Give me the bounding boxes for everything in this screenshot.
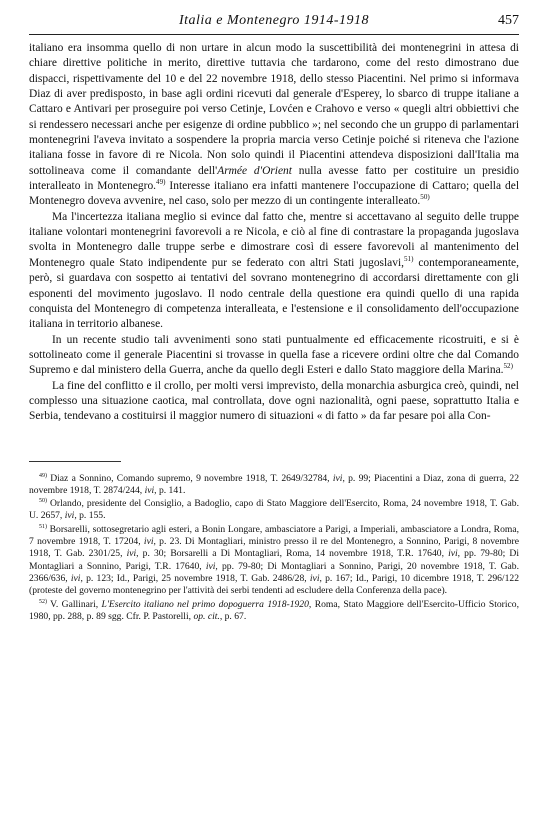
footnote-text: , p. 155. xyxy=(74,510,106,522)
text-run: Interesse italiano era infatti mantenere l'occupazione di Cattaro; quella del Montenegro doveva avvenire, nel caso, solo per mezzo di un contingente interalleato. xyxy=(29,180,519,208)
paragraph-2 xyxy=(29,210,519,333)
footnote-text: , p. 167; Id., Parigi, 10 dicembre 1918, T. 296/122 (proteste del governo montenegrino per l'attività dei serbi tendenti ad escludere della Conferenza della pace). xyxy=(29,572,519,597)
footnote-italic: ivi xyxy=(448,548,458,560)
footnote-text: V. Gallinari, xyxy=(46,598,102,610)
running-title: Italia e Montenegro 1914-1918 xyxy=(178,13,370,28)
text-run: italiano era insomma quello di non urtare in alcun modo la suscettibilità dei montenegrini in attesa di chiare direttive politiche in merito, direttive tuttavia che tardarono, come del resto dimostrano due dispacci, rispettivamente del 10 e del 22 novembre 1918, dello stesso Piacentini. Nel primo si informava Diaz di aver predisposto, in base agli ordini ricevuti dal generale d'Esperey, lo sbarco di truppe italiane a Cattaro e Antivari per proseguire poi verso Cetinje, Lovćen e Crahovo e verso « quegli altri obbiettivi che si rendessero necessari anche per esigenze di ordine pubblico »; nel secondo che un gruppo di parlamentari montenegrini l'aveva invitato a sospendere la propria marcia verso Cetinje poiché si riteneva che l'azione italiana fosse in favore di re Nicola. Non solo quindi il Piacentini attendeva disposizioni dall'Italia ma sottolineava come il comandante dell' xyxy=(29,42,519,177)
footnote-text: , p. 23. Di Montagliari, ministro presso il re del Montenegro, a Sonnino, Parigi, 8 novembre 1918, T. Gab. 2301/25, xyxy=(29,536,519,560)
footnote-ref-50[interactable]: 50) xyxy=(420,193,430,202)
running-head xyxy=(29,12,519,35)
footnote-text: Borsarelli, sottosegretario agli esteri, a Bonin Longare, ambasciatore a Parigi, a Imperiali, ambasciatore a Londra, Roma, 7 novembre 1918, T. 17204, xyxy=(29,523,519,548)
footnote-text: , p. 141. xyxy=(154,484,186,496)
page-number: 457 xyxy=(498,13,519,28)
footnote-ref-52[interactable]: 52) xyxy=(503,362,513,371)
footnote-number: 49) xyxy=(39,472,47,479)
text-run: Ma l'incertezza italiana meglio si evince dal fatto che, mentre si accettavano al seguito delle truppe italiane volontari montenegrini favorevoli a re Nicola, e ciò al fine di contrastare la propaganda jugoslava svolta in Montenegro dalle truppe serbe e dimostrare così di essere favorevoli al mantenimento del Montenegro quale Stato indipendente pur se federato con altri Stati jugoslavi, xyxy=(29,210,519,269)
text-run: In un recente studio tali avvenimenti sono stati puntualmente ed efficacemente ricostruiti, e si è sottolineato come il generale Piacentini si trovasse in quella fase a ricevere ordini oltre che dal Comando Supremo e dal ministero della Guerra, anche da quello degli Esteri e dallo Stato maggiore della Marina. xyxy=(29,333,519,377)
italic-term: Armée d'Orient xyxy=(217,164,292,177)
footnote-italic: ivi xyxy=(205,560,216,572)
footnote-text: , pp. 79-80; Di Montagliari a Sonnino, Parigi, 20 novembre 1918, T. Gab. 2366/636, xyxy=(29,560,519,584)
text-run: La fine del conflitto e il crollo, per molti versi imprevisto, della monarchia asburgica creò, quindi, nel complesso una situazione caotica, mal controllata, dove ogni nazionalità, ogni paese, soprattutto Italia e Serbia, tendevano a costituirsi il maggior numero di situazioni « di fatto » da far pesare poi alla Con- xyxy=(29,379,519,423)
footnote-italic: op. cit. xyxy=(193,610,220,622)
text-run: contemporaneamente, però, si guardava con sospetto ai tentativi del sovrano montenegrino di accordarsi direttamente con gli esponenti del movimento jugoslavo. Il nodo centrale della questione era quindi quello di una rapida conquista del Montenegro di competenza interalleata, e l'estensione e il consolidamento dell'occupazione italiana in territorio albanese. xyxy=(29,256,519,331)
footnote-italic: ivi xyxy=(64,510,75,522)
footnote-49 xyxy=(29,473,519,498)
footnote-text: , p. 30; Borsarelli a Di Montagliari, Roma, 14 novembre 1918, T.R. 17640, xyxy=(136,548,449,560)
paragraph-3 xyxy=(29,333,519,379)
footnote-italic: ivi xyxy=(309,572,320,584)
footnote-ref-49[interactable]: 49) xyxy=(156,178,166,187)
footnotes xyxy=(29,473,519,624)
footnote-italic: ivi xyxy=(332,472,343,484)
footnote-text: , p. 99; Piacentini a Diaz, zona di guerra, 22 novembre 1918, T. 2874/244, xyxy=(29,472,519,496)
footnote-number: 52) xyxy=(39,598,47,605)
footnote-50 xyxy=(29,498,519,523)
footnote-number: 51) xyxy=(39,523,47,530)
footnote-text: , pp. 79-80; Di Montagliari a Sonnino, Parigi, T.R. 17640, xyxy=(29,548,519,572)
footnote-italic: ivi xyxy=(70,572,81,584)
footnote-italic: ivi xyxy=(126,548,137,560)
footnote-text: , p. 123; Id., Parigi, 25 novembre 1918, T. Gab. 2486/28, xyxy=(80,572,310,584)
footnote-text: , Roma, Stato Maggiore dell'Esercito-Ufficio Storico, 1980, pp. 288, p. 89 sgg. Cfr. P. Pastorelli, xyxy=(29,598,519,622)
footnote-text: Diaz a Sonnino, Comando supremo, 9 novembre 1918, T. 2649/32784, xyxy=(46,472,333,484)
footnote-ref-51[interactable]: 51) xyxy=(404,255,414,263)
text-run: nulla avesse fatto per costituire un presidio interalleato in Montenegro. xyxy=(29,164,519,193)
footnote-52 xyxy=(29,599,519,624)
footnote-text: Orlando, presidente del Consiglio, a Badoglio, capo di Stato Maggiore dell'Esercito, Roma, 24 novembre 1918, T. Gab. U. 2657, xyxy=(29,498,519,522)
footnote-italic: ivi xyxy=(143,536,154,548)
footnote-rule xyxy=(29,461,121,462)
paragraph-1 xyxy=(29,41,519,210)
footnote-italic: L'Esercito italiano nel primo dopoguerra 1918-1920 xyxy=(101,598,309,610)
footnote-italic: ivi xyxy=(144,484,155,496)
main-text xyxy=(29,41,519,425)
footnote-51 xyxy=(29,524,519,598)
footnote-number: 50) xyxy=(39,498,47,504)
paragraph-4 xyxy=(29,379,519,425)
footnote-text: , p. 67. xyxy=(219,610,247,622)
